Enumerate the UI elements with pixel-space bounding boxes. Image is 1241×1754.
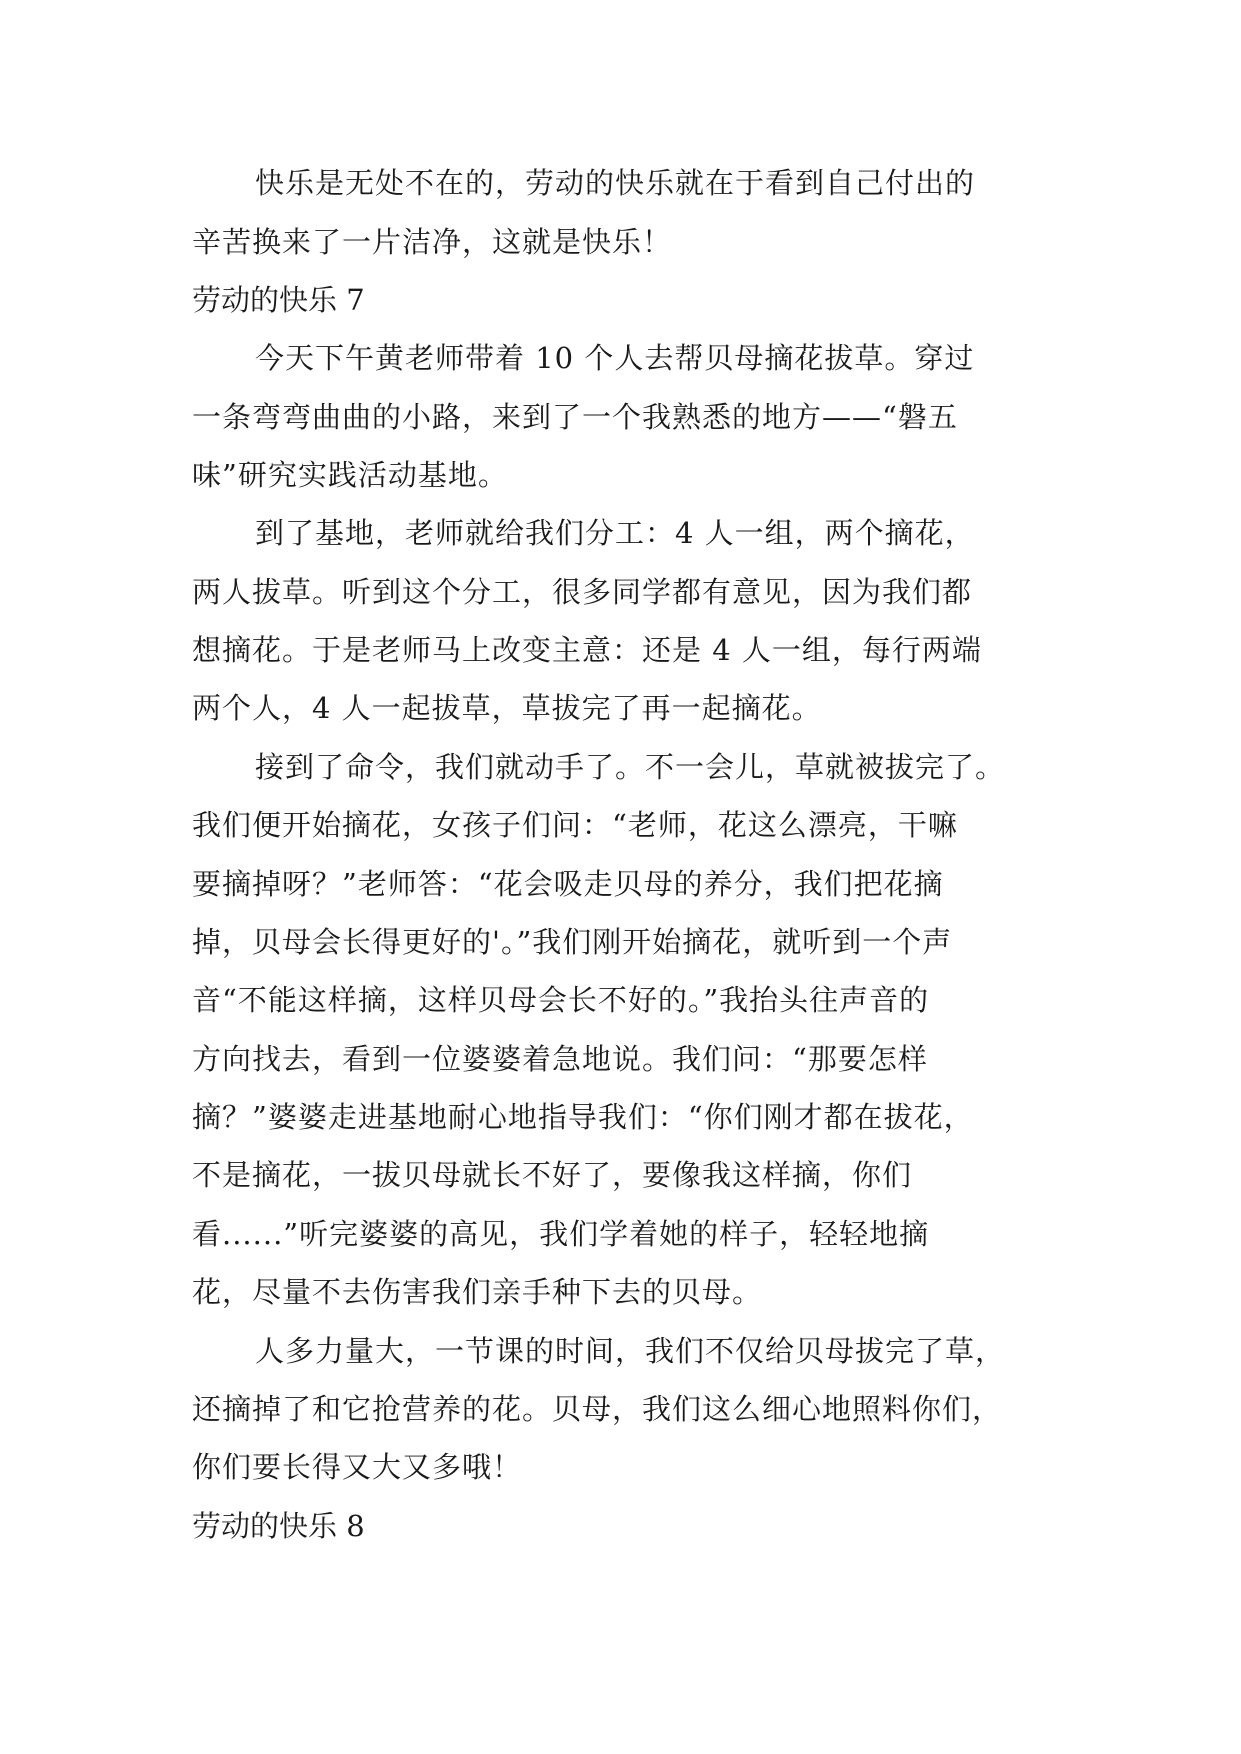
paragraph-line: 掉，贝母会长得更好的'。”我们刚开始摘花，就听到一个声 — [192, 925, 953, 959]
paragraph-line: 你们要长得又大又多哦！ — [192, 1450, 523, 1484]
paragraph-line: 快乐是无处不在的，劳动的快乐就在于看到自己付出的 — [255, 166, 976, 200]
section-heading: 劳动的快乐 8 — [192, 1509, 365, 1543]
paragraph-line: 两人拔草。听到这个分工，很多同学都有意见，因为我们都 — [192, 575, 973, 609]
paragraph-line: 摘？”婆婆走进基地耐心地指导我们：“你们刚才都在拔花， — [192, 1100, 974, 1134]
paragraph-line: 我们便开始摘花，女孩子们问：“老师，花这么漂亮，干嘛 — [192, 808, 958, 842]
paragraph-line: 味”研究实践活动基地。 — [192, 458, 508, 492]
paragraph-line: 看......”听完婆婆的高见，我们学着她的样子，轻轻地摘 — [192, 1217, 930, 1251]
paragraph-line: 方向找去，看到一位婆婆着急地说。我们问：“那要怎样 — [192, 1042, 928, 1076]
paragraph-line: 两个人，4 人一起拔草，草拔完了再一起摘花。 — [192, 691, 822, 725]
paragraph-line: 到了基地，老师就给我们分工：4 人一组，两个摘花， — [255, 516, 975, 550]
paragraph-line: 不是摘花，一拔贝母就长不好了，要像我这样摘，你们 — [192, 1158, 913, 1192]
section-heading: 劳动的快乐 7 — [192, 283, 365, 317]
paragraph-line: 花，尽量不去伤害我们亲手种下去的贝母。 — [192, 1275, 763, 1309]
paragraph-line: 辛苦换来了一片洁净，这就是快乐！ — [192, 225, 673, 259]
paragraph-line: 想摘花。于是老师马上改变主意：还是 4 人一组，每行两端 — [192, 633, 982, 667]
paragraph-line: 今天下午黄老师带着 10 个人去帮贝母摘花拔草。穿过 — [255, 341, 975, 375]
paragraph-line: 人多力量大，一节课的时间，我们不仅给贝母拔完了草， — [255, 1334, 1006, 1368]
paragraph-line: 接到了命令，我们就动手了。不一会儿，草就被拔完了。 — [255, 750, 1006, 784]
paragraph-line: 要摘掉呀？”老师答：“花会吸走贝母的养分，我们把花摘 — [192, 867, 944, 901]
paragraph-line: 音“不能这样摘，这样贝母会长不好的。”我抬头往声音的 — [192, 983, 930, 1017]
paragraph-line: 还摘掉了和它抢营养的花。贝母，我们这么细心地照料你们， — [192, 1392, 1003, 1426]
paragraph-line: 一条弯弯曲曲的小路，来到了一个我熟悉的地方——“磐五 — [192, 400, 958, 434]
